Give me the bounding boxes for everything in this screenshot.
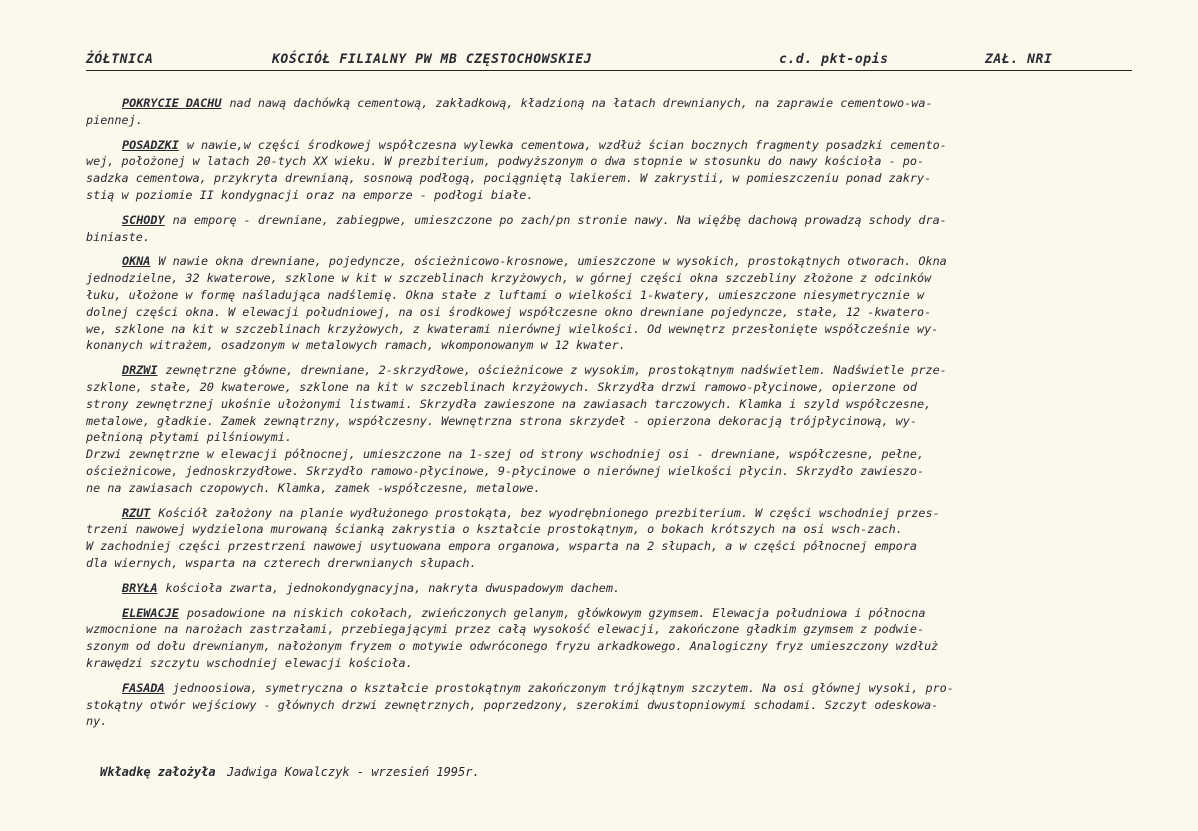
line-text: konanych witrażem, osadzonym w metalowych ramach, wkomponowanym w 12 kwater. (86, 338, 626, 353)
section-line (86, 713, 1132, 730)
section-line (86, 137, 1132, 154)
signature-text: Jadwiga Kowalczyk - wrzesień 1995r. (226, 765, 480, 779)
section-bryła (86, 580, 1132, 597)
section-rzut (86, 505, 1132, 572)
section-line (86, 153, 1132, 170)
section-line (86, 304, 1132, 321)
line-text: jednoosiowa, symetryczna o kształcie prostokątnym zakończonym trójkątnym szczytem. Na osi głównej wysoki, pro- (172, 680, 954, 695)
section-posadzki (86, 137, 1132, 204)
section-heading: SCHODY (122, 212, 165, 227)
line-text: metalowe, gładkie. Zamek zewnątrzny, współczesny. Wewnętrzna strona skrzydeł - opierzona dekoracją trójpłycinową, wy- (86, 413, 917, 428)
header-section: c.d. pkt-opis (779, 52, 889, 67)
line-text: stokątny otwór wejściowy - głównych drzwi zewnętrznych, poprzedzony, szerokimi dwustopniowymi schodami. Szczyt odeskowa- (86, 697, 939, 712)
line-text: ne na zawiasach czopowych. Klamka, zamek -współczesne, metalowe. (86, 480, 541, 495)
line-text: Kościół założony na planie wydłużonego prostokąta, bez wyodrębnionego prezbiterium. W części wschodniej przes- (158, 505, 940, 520)
section-heading: POSADZKI (122, 137, 179, 152)
section-line (86, 362, 1132, 379)
section-line (86, 187, 1132, 204)
signature (100, 765, 480, 779)
line-text: jednodzielne, 32 kwaterowe, szklone w kit w szczeblinach krzyżowych, w górnej części okna szczebliny złożone z odcinków (86, 271, 932, 286)
section-line (86, 229, 1132, 246)
line-text: ny. (86, 714, 108, 729)
line-text: strony zewnętrznej ukośnie ułożonymi listwami. Skrzydła zawieszone na zawiasach tarczowych. Klamka i szyld współczesne, (86, 396, 932, 411)
line-text: pełnioną płytami pilśniowymi. (86, 430, 292, 445)
line-text: krawędzi szczytu wschodniej elewacji kościoła. (86, 655, 413, 670)
section-line (86, 429, 1132, 446)
section-line (86, 321, 1132, 338)
line-text: ościeżnicowe, jednoskrzydłowe. Skrzydło ramowo-płycinowe, 9-płycinowe o nierównej wielkości płycin. Skrzydło zawieszo- (86, 463, 925, 478)
section-heading: OKNA (122, 254, 151, 269)
section-line (86, 697, 1132, 714)
section-elewacje (86, 605, 1132, 672)
section-pokrycie-dachu (86, 95, 1132, 129)
section-line (86, 413, 1132, 430)
section-line (86, 95, 1132, 112)
section-heading: BRYŁA (122, 580, 158, 595)
section-schody (86, 212, 1132, 246)
section-line (86, 253, 1132, 270)
header-title: KOŚCIÓŁ FILIALNY PW MB CZĘSTOCHOWSKIEJ (272, 52, 593, 67)
line-text: szonym od dołu drewnianym, nałożonym fryzem o motywie odwróconego fryzu arkadkowego. Analogiczny fryz umieszczony wzdłuż (86, 639, 939, 654)
section-line (86, 337, 1132, 354)
section-heading: RZUT (122, 505, 151, 520)
line-text: Drzwi zewnętrzne w elewacji północnej, umieszczone na 1-szej od strony wschodniej osi - drewniane, współczesne, pełne, (86, 447, 925, 462)
section-okna (86, 253, 1132, 354)
section-line (86, 655, 1132, 672)
section-line (86, 605, 1132, 622)
line-text: szklone, stałe, 20 kwaterowe, szklone na kit w szczeblinach krzyżowych. Skrzydła drzwi ramowo-płycinowe, opierzone od (86, 379, 917, 394)
section-line (86, 212, 1132, 229)
signature-label: Wkładkę założyła (100, 765, 216, 779)
section-line (86, 480, 1132, 497)
line-text: sadzka cementowa, przykryta drewnianą, sosnową podłogą, pociągniętą lakierem. W zakrystii, w pomieszczeniu ponad zakry- (86, 171, 932, 186)
line-text: nad nawą dachówką cementową, zakładkową, kładzioną na łatach drewnianych, na zaprawie cementowo-wa- (229, 96, 933, 110)
line-text: kościoła zwarta, jednokondygnacyjna, nakryta dwuspadowym dachem. (165, 580, 621, 595)
line-text: dla wiernych, wsparta na czterech drerwnianych słupach. (86, 555, 477, 570)
line-text: trzeni nawowej wydzielona murowaną ścianką zakrystia o kształcie prostokątnym, o bokach krótszych na osi wsch-zach. (86, 522, 903, 537)
line-text: stią w poziomie II kondygnacji oraz na emporze - podłogi białe. (86, 187, 534, 202)
section-fasada (86, 680, 1132, 730)
section-line (86, 505, 1132, 522)
section-line (86, 287, 1132, 304)
section-line (86, 521, 1132, 538)
section-line (86, 112, 1132, 129)
header-rule (86, 70, 1132, 71)
section-drzwi (86, 362, 1132, 496)
section-line (86, 379, 1132, 396)
section-heading: FASADA (122, 680, 165, 695)
section-line (86, 580, 1132, 597)
line-text: wzmocnione na narożach zastrzałami, przebiegającymi przez całą wysokość elewacji, zakończone gładkim gzymsem z podwie- (86, 622, 925, 637)
section-line (86, 555, 1132, 572)
line-text: W nawie okna drewniane, pojedyncze, ościeżnicowo-krosnowe, umieszczone w wysokich, prostokątnych otworach. Okna (158, 254, 947, 269)
line-text: wej, położonej w latach 20-tych XX wieku. W prezbiterium, podwyższonym o dwa stopnie w stosunku do nawy kościoła - po- (86, 154, 925, 169)
page-header (0, 52, 1198, 72)
section-line (86, 270, 1132, 287)
section-heading: ELEWACJE (122, 605, 179, 620)
document-body (86, 95, 1132, 738)
header-annex: ZAŁ. NRI (985, 52, 1053, 67)
section-line (86, 446, 1132, 463)
section-line (86, 396, 1132, 413)
section-line (86, 463, 1132, 480)
line-text: we, szklone na kit w szczeblinach krzyżowych, z kwaterami nierównej wielkości. Od wewnętrz przesłonięte współcześnie wy- (86, 321, 939, 336)
section-line (86, 538, 1132, 555)
line-text: posadowione na niskich cokołach, zwieńczonych gelanym, główkowym gzymsem. Elewacja południowa i północna (186, 605, 926, 620)
line-text: w nawie,w części środkowej współczesna wylewka cementowa, wzdłuż ścian bocznych fragmenty posadzki cemento- (186, 137, 947, 152)
line-text: dolnej części okna. W elewacji południowej, na osi środkowej współczesne okno drewniane pojedyncze, stałe, 12 -kwatero- (86, 304, 932, 319)
section-heading: DRZWI (122, 363, 158, 378)
section-line (86, 680, 1132, 697)
line-text: na emporę - drewniane, zabiegpwe, umieszczone po zach/pn stronie nawy. Na więźbę dachową prowadzą schody dra- (172, 212, 947, 227)
section-heading: POKRYCIE DACHU (122, 96, 222, 110)
line-text: łuku, ułożone w formę naśladująca nadślemię. Okna stałe z luftami o wielkości 1-kwatery, umieszczone niesymetrycznie w (86, 287, 925, 302)
section-line (86, 170, 1132, 187)
section-line (86, 621, 1132, 638)
section-line (86, 638, 1132, 655)
line-text: zewnętrzne główne, drewniane, 2-skrzydłowe, ościeżnicowe z wysokim, prostokątnym nadświetlem. Nadświetle prze- (165, 363, 947, 378)
line-text: biniaste. (86, 229, 150, 244)
line-text: W zachodniej części przestrzeni nawowej usytuowana empora organowa, wsparta na 2 słupach, a w części północnej empora (86, 539, 917, 554)
line-text: piennej. (86, 112, 143, 127)
header-location: ŻÓŁTNICA (86, 52, 154, 67)
